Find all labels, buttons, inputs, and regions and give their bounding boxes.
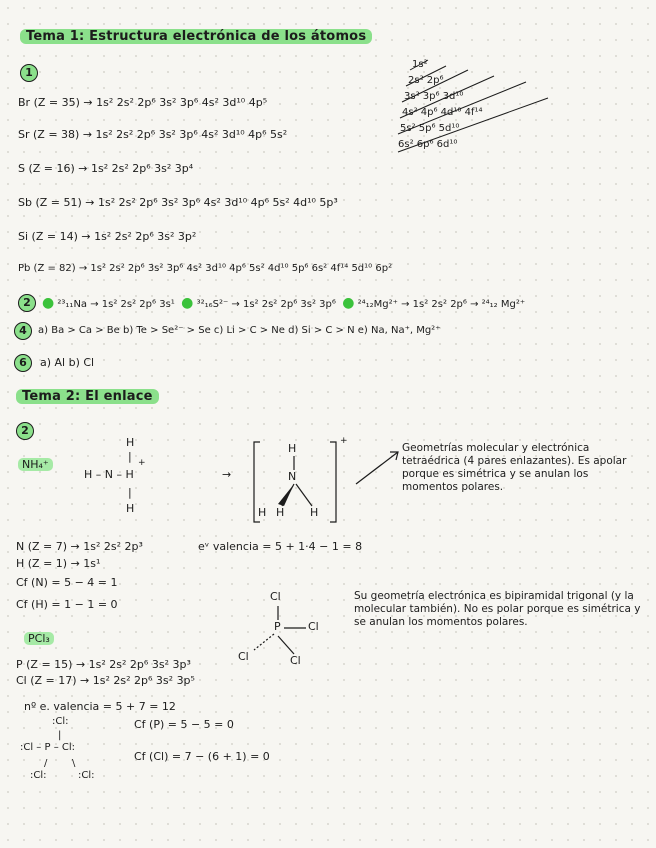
pcl3-cl-left: Cl	[238, 650, 249, 663]
lewis-row: H – N – H	[84, 468, 134, 481]
nh4-bracket	[252, 440, 348, 524]
cf-cl: Cf (Cl) = 7 − (6 + 1) = 0	[134, 750, 270, 763]
nh4-arrow: →	[222, 468, 232, 481]
q6-answers: a) Al b) Cl	[40, 356, 95, 369]
cf-p: Cf (P) = 5 − 5 = 0	[134, 718, 234, 731]
bracket-charge: +	[340, 436, 348, 446]
pcl3-cl-right: Cl	[308, 620, 319, 633]
pcl3-cl-top: Cl	[270, 590, 281, 603]
lewis-h-bottom: H	[126, 502, 135, 515]
aufbau-row-3: 3s² 3p⁶ 3d¹⁰	[404, 91, 464, 102]
config-sb: Sb (Z = 51) → 1s² 2s² 2p⁶ 3s² 3p⁶ 4s² 3d¹⁰ 4p⁶ 5s² 4d¹⁰ 5p³	[18, 196, 338, 209]
tema2-title: Tema 2: El enlace	[16, 390, 159, 404]
pcl3-lewis-structure: :Cl: | :Cl – P – Cl: / \ :Cl: :Cl:	[20, 716, 95, 781]
lewis-plus: +	[138, 458, 146, 468]
aufbau-row-1: 1s²	[412, 59, 428, 70]
aufbau-arrows	[398, 58, 558, 168]
pcl3-bonds	[238, 590, 338, 670]
pcl3-valence: nº e. valencia = 5 + 7 = 12	[24, 700, 176, 713]
question-6-marker: 6	[14, 354, 32, 372]
q2-s: ³²₁₆S²⁻ → 1s² 2s² 2p⁶ 3s² 3p⁶	[196, 299, 336, 310]
nh4-geometry-note: Geometrías molecular y electrónica tetraédrica (4 pares enlazantes). Es apolar porque es simétrica y se anulan los momentos polares.	[402, 442, 627, 493]
aufbau-diagram	[398, 58, 558, 168]
nh4-valence-electrons: eᵛ valencia = 5 + 1·4 − 1 = 8	[198, 540, 363, 553]
nh4-3d-structure: H N H H H +	[252, 440, 348, 524]
nh4-label: NH₄⁺	[18, 458, 53, 472]
config-pb: Pb (Z = 82) → 1s² 2s² 2p⁶ 3s² 3p⁶ 4s² 3d¹⁰ 4p⁶ 5s² 4d¹⁰ 5p⁶ 6s² 4f¹⁴ 5d¹⁰ 6p²	[18, 263, 393, 274]
aufbau-row-2: 2s² 2p⁶	[408, 75, 444, 86]
tema1-title: Tema 1: Estructura electrónica de los átomos	[20, 30, 372, 44]
question-4-marker: 4	[14, 322, 32, 340]
cf-h: Cf (H) = 1 − 1 = 0	[16, 598, 118, 611]
config-sr: Sr (Z = 38) → 1s² 2s² 2p⁶ 3s² 3p⁶ 4s² 3d¹⁰ 4p⁶ 5s²	[18, 128, 288, 141]
config-s: S (Z = 16) → 1s² 2s² 2p⁶ 3s² 3p⁴	[18, 162, 194, 175]
config-n: N (Z = 7) → 1s² 2s² 2p³	[16, 540, 143, 553]
cf-n: Cf (N) = 5 − 4 = 1	[16, 576, 118, 589]
config-br: Br (Z = 35) → 1s² 2s² 2p⁶ 3s² 3p⁶ 4s² 3d¹⁰ 4p⁵	[18, 96, 268, 109]
q2-answers: ● ²³₁₁Na → 1s² 2s² 2p⁶ 3s¹ ● ³²₁₆S²⁻ → 1s² 2s² 2p⁶ 3s² 3p⁶ ● ²⁴₁₂Mg²⁺ → 1s² 2s² 2p⁶ → ²⁴₁₂ Mg²⁺	[42, 295, 526, 311]
q2-mg: ²⁴₁₂Mg²⁺ → 1s² 2s² 2p⁶ → ²⁴₁₂ Mg²⁺	[357, 299, 526, 310]
q2-na: ²³₁₁Na → 1s² 2s² 2p⁶ 3s¹	[57, 299, 175, 310]
tema2-question-2-marker: 2	[16, 422, 34, 440]
pcl3-geometry-note: Su geometría electrónica es bipiramidal trigonal (y la molecular también). No es polar porque es simétrica y se anulan los momentos polares.	[354, 590, 641, 628]
question-2-marker: 2	[18, 294, 36, 312]
aufbau-row-6: 6s² 6p⁶ 6d¹⁰	[398, 139, 458, 150]
config-h: H (Z = 1) → 1s¹	[16, 557, 101, 570]
q4-answers: a) Ba > Ca > Be b) Te > Se²⁻ > Se c) Li > C > Ne d) Si > C > N e) Na, Na⁺, Mg²⁺	[38, 325, 441, 336]
question-1-marker: 1	[20, 64, 38, 82]
config-p: P (Z = 15) → 1s² 2s² 2p⁶ 3s² 3p³	[16, 658, 191, 671]
pcl3-p: P	[274, 620, 281, 633]
pcl3-cl-bottom: Cl	[290, 654, 301, 667]
config-cl: Cl (Z = 17) → 1s² 2s² 2p⁶ 3s² 3p⁵	[16, 674, 195, 687]
aufbau-row-4: 4s² 4p⁶ 4d¹⁰ 4f¹⁴	[402, 107, 483, 118]
nh4-lewis-structure: H | H – N – H + | H	[84, 436, 146, 515]
pcl3-label: PCl₃	[24, 632, 54, 646]
lewis-h-top: H	[126, 436, 135, 449]
aufbau-row-5: 5s² 5p⁶ 5d¹⁰	[400, 123, 460, 134]
pcl3-3d-structure	[238, 590, 338, 670]
config-si: Si (Z = 14) → 1s² 2s² 2p⁶ 3s² 3p²	[18, 230, 197, 243]
